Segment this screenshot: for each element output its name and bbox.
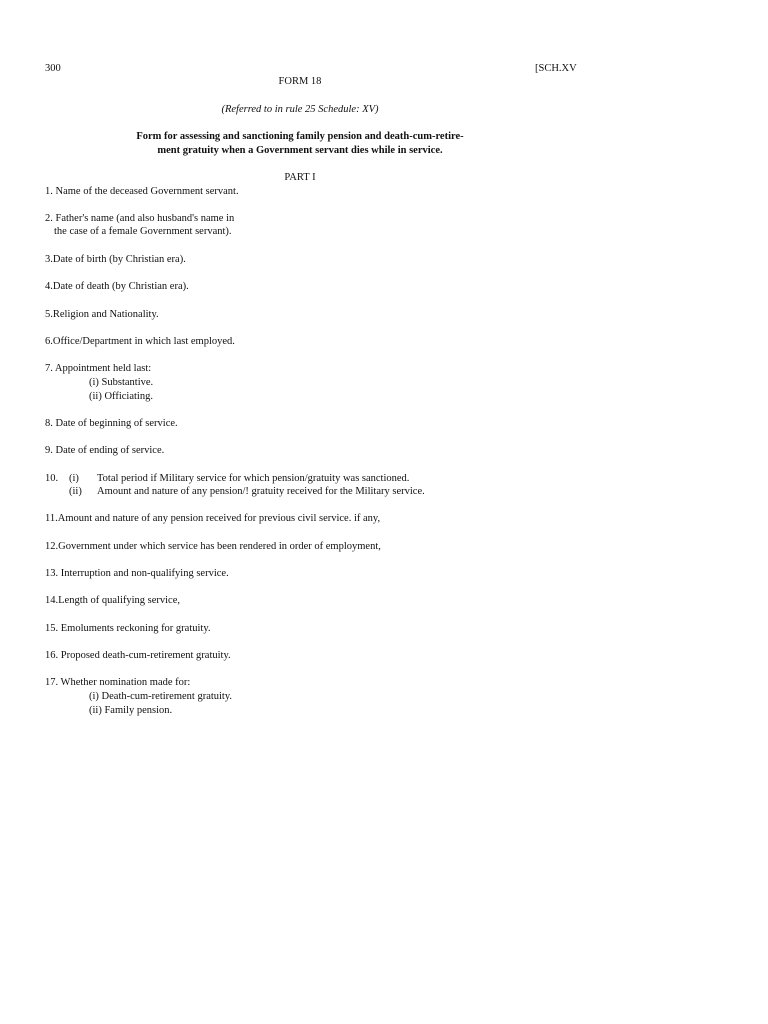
item-7: 7. Appointment held last:: [45, 363, 152, 374]
item-2-line-1: 2. Father's name (and also husband's name in: [45, 213, 235, 224]
item-10-sub-2-text: Amount and nature of any pension/! gratuity received for the Military service.: [97, 486, 425, 497]
item-17-family-pension: (ii) Family pension.: [89, 705, 173, 716]
item-7-substantive: (i) Substantive.: [89, 377, 154, 388]
item-10-number: 10.: [45, 473, 59, 484]
item-8: 8. Date of beginning of service.: [45, 418, 178, 429]
form-description-line-2: ment gratuity when a Government servant dies while in service.: [157, 145, 443, 156]
page-number: 300: [45, 63, 61, 74]
item-9: 9. Date of ending of service.: [45, 445, 165, 456]
item-17-gratuity: (i) Death-cum-retirement gratuity.: [89, 691, 233, 702]
item-16: 16. Proposed death-cum-retirement gratuity.: [45, 650, 231, 661]
item-11: 11.Amount and nature of any pension received for previous civil service. if any,: [45, 513, 381, 524]
item-17: 17. Whether nomination made for:: [45, 677, 191, 688]
form-description-line-1: Form for assessing and sanctioning family pension and death-cum-retire-: [136, 131, 464, 142]
item-10-sub-2-label: (ii): [69, 486, 82, 497]
item-2-line-2: the case of a female Government servant).: [54, 226, 232, 237]
form-title: FORM 18: [278, 76, 322, 87]
item-1: 1. Name of the deceased Government servant.: [45, 186, 239, 197]
item-7-officiating: (ii) Officiating.: [89, 391, 153, 402]
item-6: 6.Office/Department in which last employed.: [45, 336, 235, 347]
item-12: 12.Government under which service has been rendered in order of employment,: [45, 541, 381, 552]
item-10-sub-1-text: Total period if Military service for which pension/gratuity was sanctioned.: [97, 473, 410, 484]
item-14: 14.Length of qualifying service,: [45, 595, 181, 606]
item-5: 5.Religion and Nationality.: [45, 309, 159, 320]
item-10-sub-1-label: (i): [69, 473, 79, 484]
item-13: 13. Interruption and non-qualifying service.: [45, 568, 229, 579]
part-heading: PART I: [284, 172, 316, 183]
item-4: 4.Date of death (by Christian era).: [45, 281, 189, 292]
item-3: 3.Date of birth (by Christian era).: [45, 254, 186, 265]
item-15: 15. Emoluments reckoning for gratuity.: [45, 623, 211, 634]
schedule-reference: [SCH.XV: [535, 63, 577, 74]
form-referred-note: (Referred to in rule 25 Schedule: XV): [221, 104, 379, 115]
